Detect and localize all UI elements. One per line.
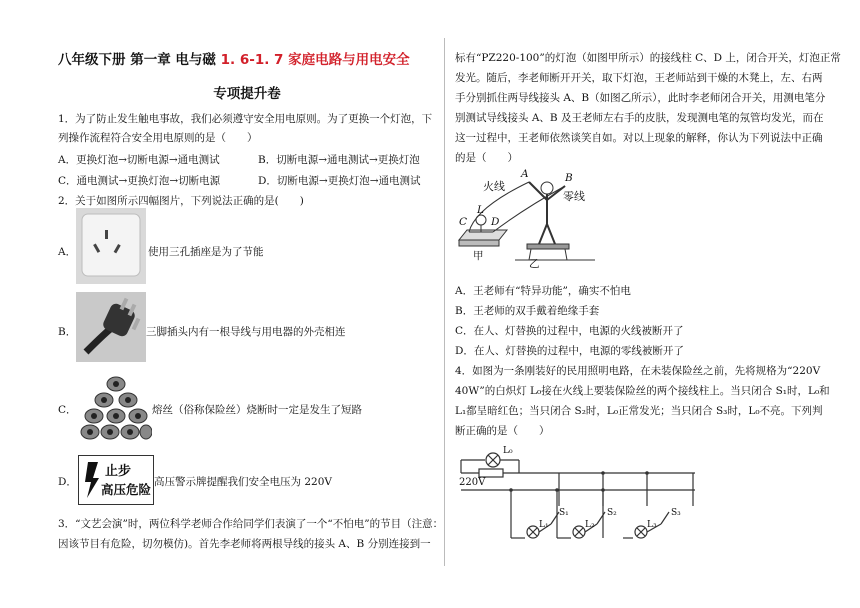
- q3-stem-right-line6: 的是（ ）: [455, 152, 518, 164]
- fig-fire-line: 火线: [483, 180, 505, 193]
- fig-label-b: B: [565, 172, 573, 184]
- q3-stem-right-line3: 手分别抓住两导线接头 A、B（如图乙所示），此时李老师闭合开关，用测电笔分: [455, 92, 826, 104]
- page-subtitle: 专项提升卷: [213, 86, 281, 102]
- fig-label-yi: 乙: [529, 258, 540, 270]
- q4-stem-line3: L₁都呈暗红色；当只闭合 S₂时，L₀正常发光；当只闭合 S₃时，L₀不亮。下列判: [455, 405, 823, 417]
- title-black: 八年级下册 第一章 电与磁: [58, 52, 216, 68]
- q4-circuit-figure: [455, 446, 705, 548]
- fig-label-jia: 甲: [473, 250, 484, 262]
- q1-stem-line1: 1．为了防止发生触电事故，我们必须遵守安全用电原则。为了更换一个灯泡，下: [58, 113, 433, 125]
- right-column: [455, 0, 841, 608]
- q1-option-b: B．切断电源→通电测试→更换灯泡: [258, 154, 420, 166]
- title-red: 1. 6-1. 7 家庭电路与用电安全: [220, 52, 410, 68]
- fig-label-a: A: [521, 168, 529, 180]
- fig-label-l2: L₂: [585, 520, 595, 530]
- plug-image: [76, 292, 146, 362]
- q3-figure: [455, 168, 605, 272]
- fig-label-l: L: [477, 204, 484, 216]
- q3-stem-right-line4: 别测试导线接头 A、B 及王老师左右手的皮肤，发现测电笔的氖管均发光，而在: [455, 112, 824, 124]
- q3-option-b: B．王老师的双手戴着绝缘手套: [455, 305, 600, 317]
- q2-option-a-text: 使用三孔插座是为了节能: [148, 246, 264, 258]
- fig-label-l3: L₃: [647, 520, 657, 530]
- q3-option-d: D．在人、灯替换的过程中，电源的零线被断开了: [455, 345, 684, 357]
- q4-stem-line1: 4．如图为一条刚装好的民用照明电路，在未装保险丝之前，先将规格为“220V: [455, 365, 821, 377]
- sign-text-line2: 高压危险: [101, 482, 152, 497]
- high-voltage-sign-image: [78, 455, 154, 505]
- q2-option-d-label: D．: [58, 476, 77, 488]
- q2-option-c-text: 熔丝（俗称保险丝）烧断时一定是发生了短路: [152, 404, 362, 416]
- fig-label-d: D: [491, 216, 500, 228]
- q2-option-b-label: B．: [58, 326, 77, 338]
- q3-option-c: C．在人、灯替换的过程中，电源的火线被断开了: [455, 325, 684, 337]
- fig-label-s3: S₃: [671, 508, 681, 518]
- q2-stem: 2．关于如图所示四幅图片，下列说法正确的是( ): [58, 195, 304, 207]
- sign-text-line1: 止步: [105, 464, 132, 479]
- q3-stem-right-line5: 这一过程中，王老师依然谈笑自如。对以上现象的解释，你认为下列说法中正确: [455, 132, 823, 144]
- q2-option-d-text: 高压警示牌提醒我们安全电压为 220V: [154, 476, 332, 488]
- fuse-wire-image: [80, 374, 152, 440]
- socket-image: [76, 208, 146, 284]
- q3-stem-left-line2: 因该节目有危险，切勿模仿)。首先李老师将两根导线的接头 A、B 分别连接到一: [58, 538, 431, 550]
- q4-stem-line4: 断正确的是（ ）: [455, 425, 550, 437]
- q3-stem-left-line1: 3．“文艺会演”时，两位科学老师合作给同学们表演了一个“不怕电”的节目（注意：: [58, 518, 444, 530]
- fig-label-s1: S₁: [559, 508, 569, 518]
- q2-option-a-label: A．: [58, 246, 77, 258]
- fig-label-l1: L₁: [539, 520, 549, 530]
- q1-option-d: D．切断电源→更换灯泡→通电测试: [258, 175, 421, 187]
- fig-label-l0: L₀: [503, 446, 513, 456]
- q3-stem-right-line2: 发光。随后，李老师断开开关，取下灯泡，王老师站到干燥的木凳上，左、右两: [455, 72, 823, 84]
- q2-option-c-label: C．: [58, 404, 77, 416]
- q2-option-b-text: 三脚插头内有一根导线与用电器的外壳相连: [146, 326, 346, 338]
- q1-option-c: C．通电测试→更换灯泡→切断电源: [58, 175, 221, 187]
- fig-label-220v: 220V: [459, 477, 486, 488]
- q1-option-a: A．更换灯泡→切断电源→通电测试: [58, 154, 220, 166]
- column-divider: [444, 38, 445, 566]
- left-column: [58, 0, 444, 608]
- q1-stem-line2: 列操作流程符合安全用电原则的是（ ）: [58, 132, 258, 144]
- fig-label-c: C: [459, 216, 468, 228]
- page-title: [58, 48, 436, 68]
- fig-zero-line: 零线: [563, 190, 585, 203]
- q3-option-a: A．王老师有“特异功能”，确实不怕电: [455, 285, 631, 297]
- fig-label-s2: S₂: [607, 508, 617, 518]
- q3-stem-right-line1: 标有“PZ220-100”的灯泡（如图甲所示）的接线柱 C、D 上，闭合开关，灯泡正常: [455, 52, 841, 64]
- q4-stem-line2: 40W”的白炽灯 L₀接在火线上要装保险丝的两个接线柱上。当只闭合 S₁时，L₀和: [455, 385, 830, 397]
